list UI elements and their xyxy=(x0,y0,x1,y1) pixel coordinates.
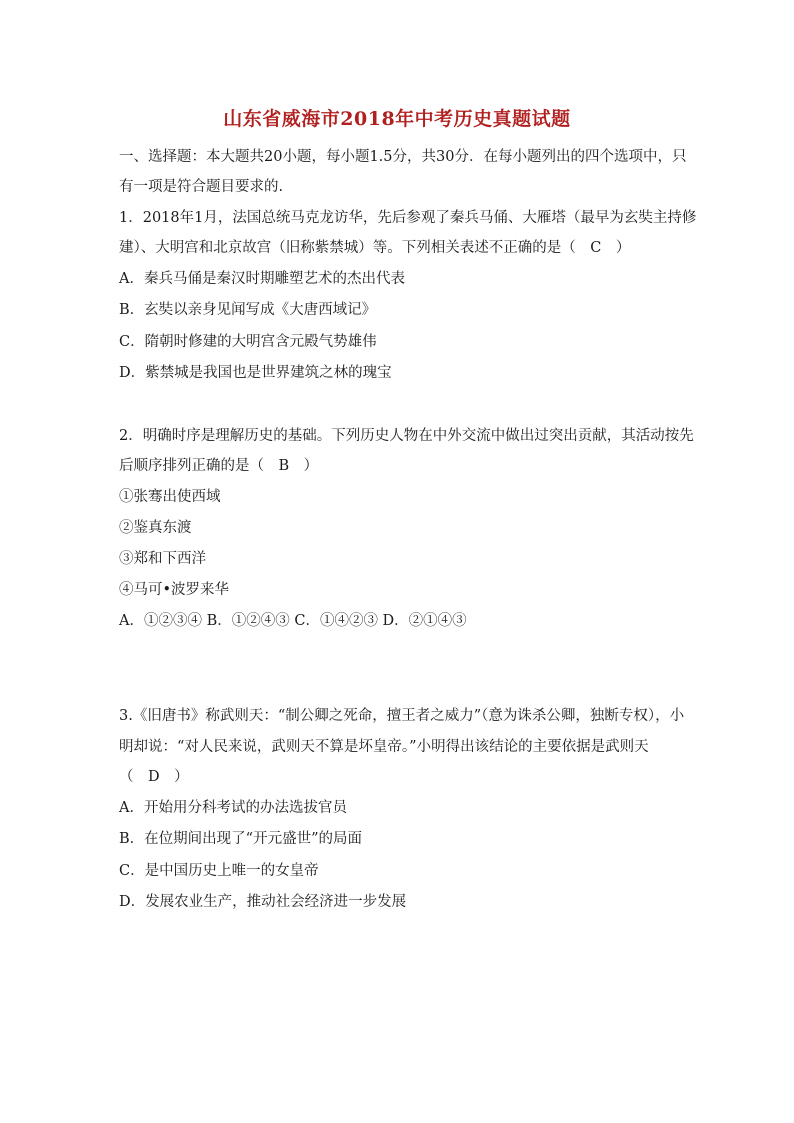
question-1-option-c: C．隋朝时修建的大明宫含元殿气势雄伟 xyxy=(119,334,377,350)
question-2-item-1: ①张骞出使西域 xyxy=(119,489,221,505)
document-title: 山东省威海市2018年中考历史真题试题 xyxy=(223,108,571,130)
question-2-item-4: ④马可•波罗来华 xyxy=(119,582,230,598)
question-1-stem-line-1: 1．2018年1月，法国总统马克龙访华，先后参观了秦兵马俑、大雁塔（最早为玄奘主持修 xyxy=(119,210,697,226)
question-2-item-2: ②鉴真东渡 xyxy=(119,520,192,536)
question-2-item-3: ③郑和下西洋 xyxy=(119,551,206,567)
question-2-stem-line-2: 后顺序排列正确的是（ B ） xyxy=(119,458,319,474)
question-1-option-d: D．紫禁城是我国也是世界建筑之林的瑰宝 xyxy=(119,365,392,381)
question-3-option-c: C．是中国历史上唯一的女皇帝 xyxy=(119,863,319,879)
question-1-stem-line-2: 建）、大明宫和北京故宫（旧称紫禁城）等。下列相关表述不正确的是（ C ） xyxy=(119,240,631,256)
question-2-stem-line-1: 2．明确时序是理解历史的基础。下列历史人物在中外交流中做出过突出贡献，其活动按先 xyxy=(119,428,694,444)
question-3-option-a: A．开始用分科考试的办法选拔官员 xyxy=(119,800,347,816)
question-3-stem-line-3: （ D ） xyxy=(119,769,189,785)
section-intro-line-2: 有一项是符合题目要求的. xyxy=(119,179,284,195)
question-3-option-d: D．发展农业生产，推动社会经济进一步发展 xyxy=(119,894,407,910)
question-3-stem-line-2: 明却说：“对人民来说，武则天不算是坏皇帝。”小明得出该结论的主要依据是武则天 xyxy=(119,739,649,755)
question-2-options: A．①②③④ B．①②④③ C．①④②③ D．②①④③ xyxy=(119,613,467,629)
question-1-option-b: B．玄奘以亲身见闻写成《大唐西域记》 xyxy=(119,302,377,318)
question-1-option-a: A．秦兵马俑是秦汉时期雕塑艺术的杰出代表 xyxy=(119,271,405,287)
section-intro-line-1: 一、选择题：本大题共20小题，每小题1.5分，共30分．在每小题列出的四个选项中，只 xyxy=(119,149,687,165)
question-3-stem-line-1: 3.《旧唐书》称武则天：“制公卿之死命，擅王者之威力”（意为诛杀公卿，独断专权），小 xyxy=(119,708,685,724)
question-3-option-b: B．在位期间出现了“开元盛世”的局面 xyxy=(119,831,362,847)
